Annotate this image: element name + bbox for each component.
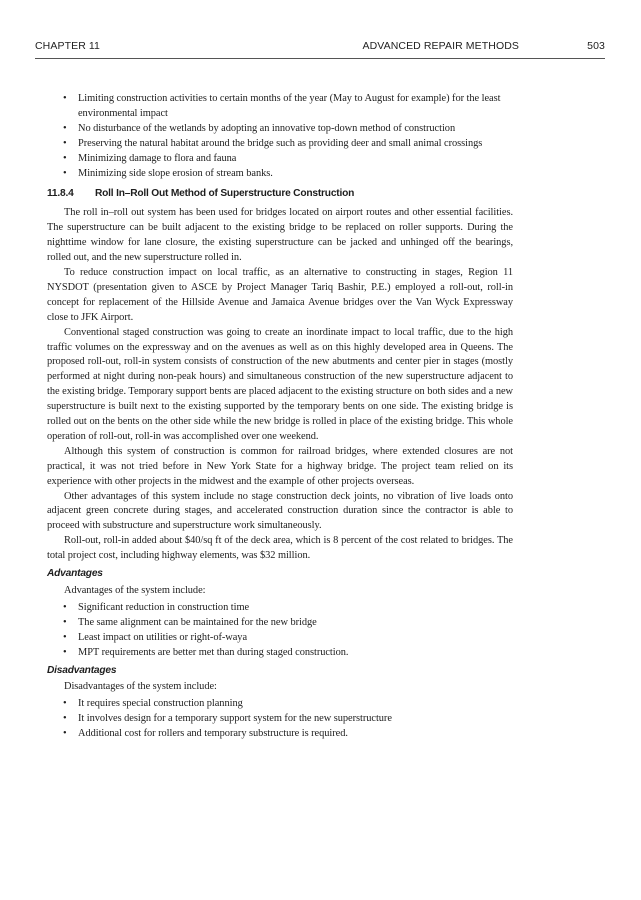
page-number: 503 [587, 40, 605, 52]
body-paragraph: Conventional staged construction was going to create an inordinate impact to local traffic, due to the high traffic volumes on the expressway and on the avenues as well as on this highly developed area in Queens. The proposed roll-out, roll-in system consists of construction of the new abutments and center pier in stages (mostly performed at night during non-peak hours) and simultaneous construction of the new superstructure adjacent to the existing bridge. Temporary support bents are placed adjacent to the existing structure on both sides and a new superstructure is built next to the existing supported by the temporary bents on one side. The existing bridge is rolled out on the bents on the other side while the new bridge is rolled in place of the existing bridge. This whole operation of roll-out, roll-in was accomplished over one weekend. [47, 326, 513, 442]
list-item: • MPT requirements are better met than during staged construction. [62, 646, 513, 661]
body-paragraph: To reduce construction impact on local traffic, as an alternative to constructing in stages, Region 11 NYSDOT (presentation given to ASCE by Project Manager Tariq Bashir, P.E.) employed a roll-out, roll-in concept for replacement of the Hillside Avenue and Jamaica Avenue bridges over the Van Wyck Expressway close to JFK Airport. [47, 266, 513, 323]
running-title: ADVANCED REPAIR METHODS [362, 40, 519, 52]
advantages-intro: Advantages of the system include: [64, 585, 206, 596]
environmental-measures-list [47, 92, 513, 181]
header-rule [35, 58, 605, 59]
list-item: • Additional cost for rollers and temporary substructure is required. [62, 727, 513, 742]
body-paragraph: Other advantages of this system include no stage construction deck joints, no vibration of live loads onto adjacent green concrete during stages, and accelerated construction duration since the contractor is able to proceed with substructure and superstructure work simultaneously. [47, 490, 513, 532]
chapter-label: CHAPTER 11 [35, 40, 100, 52]
list-item: • Preserving the natural habitat around the bridge such as providing deer and small animal crossings [62, 137, 513, 152]
list-item: • No disturbance of the wetlands by adopting an innovative top-down method of construction [62, 122, 513, 137]
page-body [47, 92, 513, 742]
list-item: • It involves design for a temporary support system for the new superstructure [62, 712, 513, 727]
disadvantages-list [47, 697, 513, 742]
section-heading [47, 187, 513, 202]
list-item: • It requires special construction planning [62, 697, 513, 712]
advantages-heading: Advantages [47, 568, 103, 580]
section-number: 11.8.4 [47, 188, 74, 200]
body-paragraph: The roll in–roll out system has been used for bridges located on airport routes and other essential facilities. The superstructure can be built adjacent to the existing bridge to be replaced on roller supports. During the nighttime window for lane closure, the existing superstructure can be jacked and unhinged off the bearings, rolled out, and the new superstructure rolled in. [47, 207, 513, 264]
list-item: • Minimizing damage to flora and fauna [62, 152, 513, 167]
list-item: • Limiting construction activities to certain months of the year (May to August for example) for the least environmental impact [62, 92, 513, 122]
list-item: • Significant reduction in construction time [62, 601, 513, 616]
list-item: • Least impact on utilities or right-of-waya [62, 631, 513, 646]
disadvantages-heading: Disadvantages [47, 664, 117, 676]
disadvantages-intro: Disadvantages of the system include: [64, 681, 217, 693]
body-paragraph: Although this system of construction is common for railroad bridges, where extended closures are not practical, it was not tried before in New York State for a highway bridge. The project team relied on its experience with other projects in the midwest and the example of other projects overseas. [47, 445, 513, 487]
body-paragraph: Roll-out, roll-in added about $40/sq ft of the deck area, which is 8 percent of the cost related to bridges. The total project cost, including highway elements, was $32 million. [47, 535, 513, 562]
advantages-list [47, 601, 513, 661]
list-item: • Minimizing side slope erosion of stream banks. [62, 167, 513, 182]
list-item: • The same alignment can be maintained for the new bridge [62, 616, 513, 631]
section-title: Roll In–Roll Out Method of Superstructure Construction [95, 188, 355, 200]
